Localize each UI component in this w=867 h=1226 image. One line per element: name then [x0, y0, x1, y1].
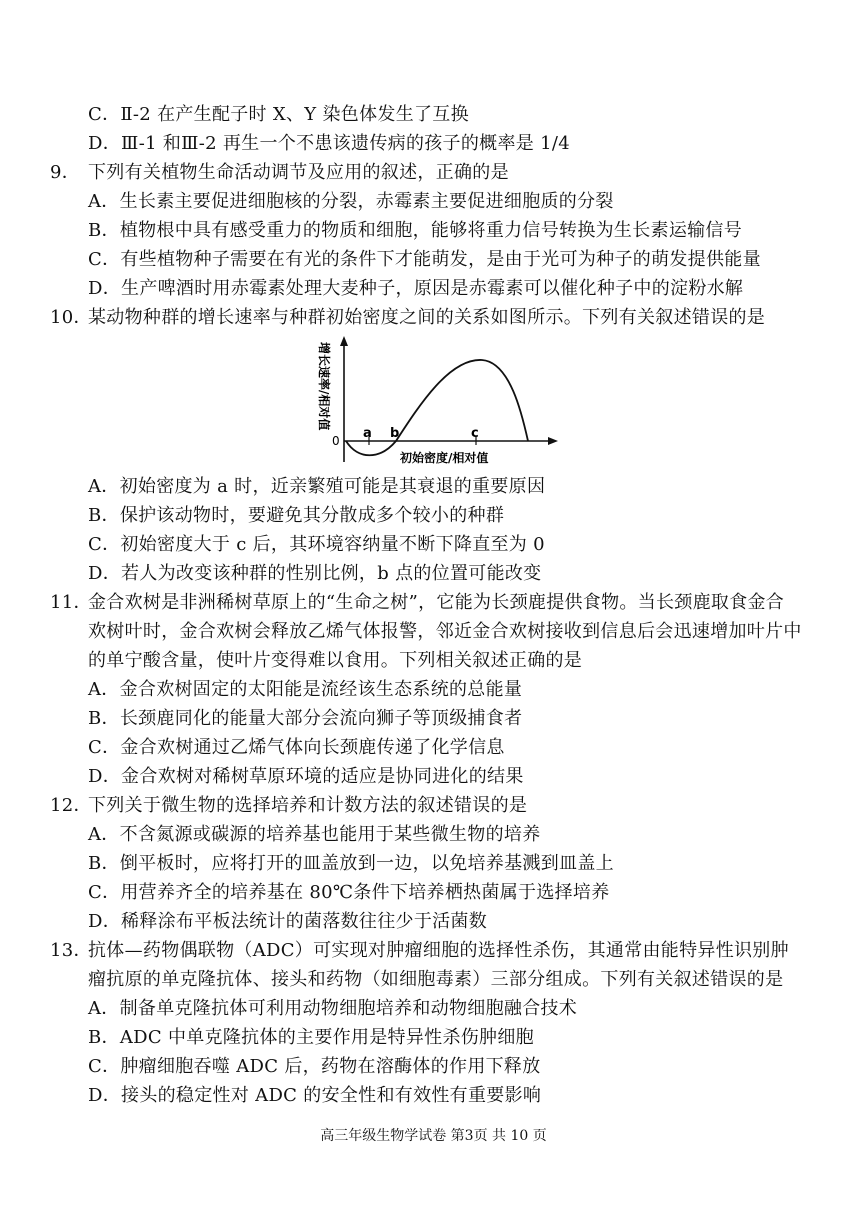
q11-stem-line-1: 金合欢树是非洲稀树草原上的“生命之树”，它能为长颈鹿提供食物。当长颈鹿取食金合 [88, 592, 785, 613]
point-b-label: b [390, 426, 400, 441]
q8-option-d: D．Ⅲ-1 和Ⅲ-2 再生一个不患该遗传病的孩子的概率是 1/4 [88, 133, 570, 154]
q11-option-d: D．金合欢树对稀树草原环境的适应是协同进化的结果 [88, 766, 524, 787]
q9-number: 9． [50, 162, 81, 183]
q9-option-d: D．生产啤酒时用赤霉素处理大麦种子，原因是赤霉素可以催化种子中的淀粉水解 [88, 278, 744, 299]
growth-rate-chart [300, 334, 570, 474]
q13-option-b: B．ADC 中单克隆抗体的主要作用是特异性杀伤肿细胞 [88, 1027, 534, 1048]
q12-number: 12． [50, 795, 92, 816]
q12-option-a: A．不含氮源或碳源的培养基也能用于某些微生物的培养 [88, 824, 541, 845]
q13-option-a: A．制备单克隆抗体可利用动物细胞培养和动物细胞融合技术 [88, 998, 578, 1019]
page-footer: 高三年级生物学试卷 第3页 共 10 页 [320, 1128, 547, 1144]
q12-option-d: D．稀释涂布平板法统计的菌落数往往少于活菌数 [88, 911, 488, 932]
q9-stem: 下列有关植物生命活动调节及应用的叙述，正确的是 [88, 162, 509, 183]
origin-label: 0 [332, 434, 340, 448]
point-a-label: a [363, 426, 372, 441]
q10-option-b: B．保护该动物时，要避免其分散成多个较小的种群 [88, 505, 505, 526]
q10-option-d: D．若人为改变该种群的性别比例，b 点的位置可能改变 [88, 563, 542, 584]
q11-stem-line-2: 欢树叶时，金合欢树会释放乙烯气体报警，邻近金合欢树接收到信息后会迅速增加叶片中 [88, 621, 802, 642]
q11-option-b: B．长颈鹿同化的能量大部分会流向狮子等顶级捕食者 [88, 708, 523, 729]
q10-number: 10． [50, 307, 92, 328]
q13-number: 13． [50, 940, 92, 961]
y-axis-label: 增长速率/相对值 [317, 342, 331, 431]
y-axis-arrow [340, 336, 348, 346]
q10-option-c: C．初始密度大于 c 后，其环境容纳量不断下降直至为 0 [88, 534, 545, 555]
q13-option-c: C．肿瘤细胞吞噬 ADC 后，药物在溶酶体的作用下释放 [88, 1056, 541, 1077]
x-axis-arrow [548, 437, 558, 445]
q8-option-c: C．Ⅱ-2 在产生配子时 X、Y 染色体发生了互换 [88, 104, 469, 125]
q10-option-a: A．初始密度为 a 时，近亲繁殖可能是其衰退的重要原因 [88, 476, 546, 497]
x-axis-label: 初始密度/相对值 [400, 451, 489, 465]
q11-option-a: A．金合欢树固定的太阳能是流经该生态系统的总能量 [88, 679, 523, 700]
q13-option-d: D．接头的稳定性对 ADC 的安全性和有效性有重要影响 [88, 1085, 542, 1106]
q12-option-c: C．用营养齐全的培养基在 80℃条件下培养栖热菌属于选择培养 [88, 882, 610, 903]
q11-number: 11． [50, 592, 92, 613]
q11-option-c: C．金合欢树通过乙烯气体向长颈鹿传递了化学信息 [88, 737, 505, 758]
point-c-label: c [471, 426, 479, 441]
q13-stem-line-1: 抗体—药物偶联物（ADC）可实现对肿瘤细胞的选择性杀伤，其通常由能特异性识别肿 [88, 940, 789, 961]
q9-option-a: A．生长素主要促进细胞核的分裂，赤霉素主要促进细胞质的分裂 [88, 191, 614, 212]
q11-stem-line-3: 的单宁酸含量，使叶片变得难以食用。下列相关叙述正确的是 [88, 650, 583, 671]
q12-option-b: B．倒平板时，应将打开的皿盖放到一边，以免培养基溅到皿盖上 [88, 853, 614, 874]
q9-option-b: B．植物根中具有感受重力的物质和细胞，能够将重力信号转换为生长素运输信号 [88, 220, 743, 241]
q10-stem: 某动物种群的增长速率与种群初始密度之间的关系如图所示。下列有关叙述错误的是 [88, 307, 766, 328]
q12-stem: 下列关于微生物的选择培养和计数方法的叙述错误的是 [88, 795, 528, 816]
q9-option-c: C．有些植物种子需要在有光的条件下才能萌发，是由于光可为种子的萌发提供能量 [88, 249, 761, 270]
q13-stem-line-2: 瘤抗原的单克隆抗体、接头和药物（如细胞毒素）三部分组成。下列有关叙述错误的是 [88, 969, 784, 990]
